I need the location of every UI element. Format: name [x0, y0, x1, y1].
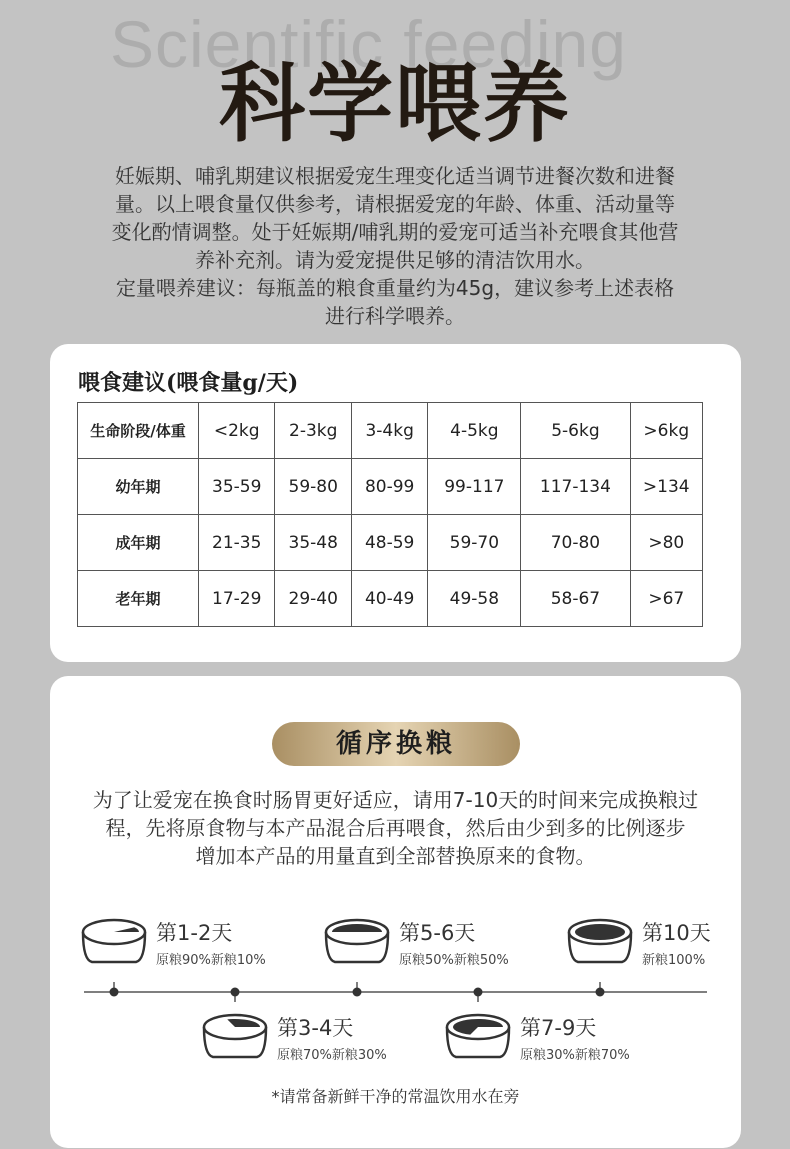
- table-cell: >80: [630, 515, 702, 571]
- switch-line: 增加本产品的用量直到全部替换原来的食物。: [195, 844, 596, 868]
- intro-line: 养补充剂。请为爱宠提供足够的清洁饮用水。: [195, 248, 595, 272]
- table-cell: 29-40: [275, 571, 351, 627]
- step-ratio: 原粮50%新粮50%: [399, 953, 509, 968]
- section-pill-title: 循序换粮: [272, 722, 520, 766]
- food-switch-card: [50, 676, 741, 1148]
- table-header-cell: 5-6kg: [521, 403, 630, 459]
- food-bowl-icon: [83, 920, 145, 962]
- table-cell: 48-59: [351, 515, 427, 571]
- table-header-cell: 2-3kg: [275, 403, 351, 459]
- table-cell: 117-134: [521, 459, 630, 515]
- step-title: 第1-2天: [156, 921, 233, 945]
- step-ratio: 原粮30%新粮70%: [520, 1048, 630, 1063]
- table-cell: 99-117: [428, 459, 521, 515]
- table-header-cell: 3-4kg: [351, 403, 427, 459]
- page-title: 科学喂养: [219, 53, 571, 154]
- feeding-table-card: [50, 344, 741, 662]
- intro-paragraph: [80, 162, 710, 330]
- table-cell-stage: 老年期: [78, 571, 199, 627]
- timeline-dot: [231, 988, 240, 997]
- table-row: [78, 571, 703, 627]
- table-cell: 17-29: [199, 571, 275, 627]
- table-header-cell: 生命阶段/体重: [78, 403, 199, 459]
- food-bowl-icon: [447, 1015, 509, 1057]
- timeline-step: [326, 920, 509, 997]
- intro-line: 定量喂养建议：每瓶盖的粮食重量约为45g，建议参考上述表格: [115, 276, 675, 300]
- bowl-food: [575, 924, 625, 940]
- feeding-table: [77, 402, 703, 627]
- food-bowl-icon: [326, 920, 388, 962]
- food-bowl-icon: [204, 1015, 266, 1057]
- table-cell-stage: 幼年期: [78, 459, 199, 515]
- table-cell: 70-80: [521, 515, 630, 571]
- table-cell: 35-59: [199, 459, 275, 515]
- intro-line: 变化酌情调整。处于妊娠期/哺乳期的爱宠可适当补充喂食其他营: [111, 220, 679, 244]
- step-title: 第7-9天: [520, 1016, 597, 1040]
- table-title: 喂食建议(喂食量g/天): [78, 370, 299, 396]
- intro-line: 妊娠期、哺乳期建议根据爱宠生理变化适当调节进餐次数和进餐: [115, 164, 675, 188]
- timeline-step: [569, 920, 711, 997]
- intro-line: 进行科学喂养。: [325, 304, 465, 328]
- timeline-dot: [596, 988, 605, 997]
- table-row: [78, 515, 703, 571]
- table-header-row: [78, 403, 703, 459]
- table-cell: 59-80: [275, 459, 351, 515]
- food-bowl-icon: [569, 920, 631, 962]
- switch-line: 程，先将原食物与本产品混合后再喂食，然后由少到多的比例逐步: [105, 816, 686, 840]
- table-row: [78, 459, 703, 515]
- table-cell: 59-70: [428, 515, 521, 571]
- table-header-cell: 4-5kg: [428, 403, 521, 459]
- timeline-dot: [353, 988, 362, 997]
- table-cell: 49-58: [428, 571, 521, 627]
- step-ratio: 原粮90%新粮10%: [156, 953, 266, 968]
- water-note: *请常备新鲜干净的常温饮用水在旁: [271, 1087, 520, 1106]
- step-ratio: 原粮70%新粮30%: [277, 1048, 387, 1063]
- table-cell: 58-67: [521, 571, 630, 627]
- table-header-cell: <2kg: [199, 403, 275, 459]
- timeline-step: [447, 988, 630, 1064]
- switch-timeline: [50, 676, 741, 1148]
- timeline-step: [83, 920, 266, 997]
- timeline-step: [204, 988, 387, 1064]
- switch-line: 为了让爱宠在换食时肠胃更好适应，请用7-10天的时间来完成换粮过: [92, 788, 699, 812]
- table-cell: >67: [630, 571, 702, 627]
- table-cell: >134: [630, 459, 702, 515]
- table-cell: 40-49: [351, 571, 427, 627]
- table-cell-stage: 成年期: [78, 515, 199, 571]
- intro-line: 量。以上喂食量仅供参考，请根据爱宠的年龄、体重、活动量等: [115, 192, 675, 216]
- step-title: 第5-6天: [399, 921, 476, 945]
- timeline-dot: [110, 988, 119, 997]
- table-header-cell: >6kg: [630, 403, 702, 459]
- background-watermark-text: Scientific feeding: [110, 7, 627, 81]
- table-cell: 35-48: [275, 515, 351, 571]
- table-cell: 80-99: [351, 459, 427, 515]
- step-title: 第10天: [642, 921, 711, 945]
- step-ratio: 新粮100%: [642, 953, 706, 968]
- table-cell: 21-35: [199, 515, 275, 571]
- timeline-dot: [474, 988, 483, 997]
- step-title: 第3-4天: [277, 1016, 354, 1040]
